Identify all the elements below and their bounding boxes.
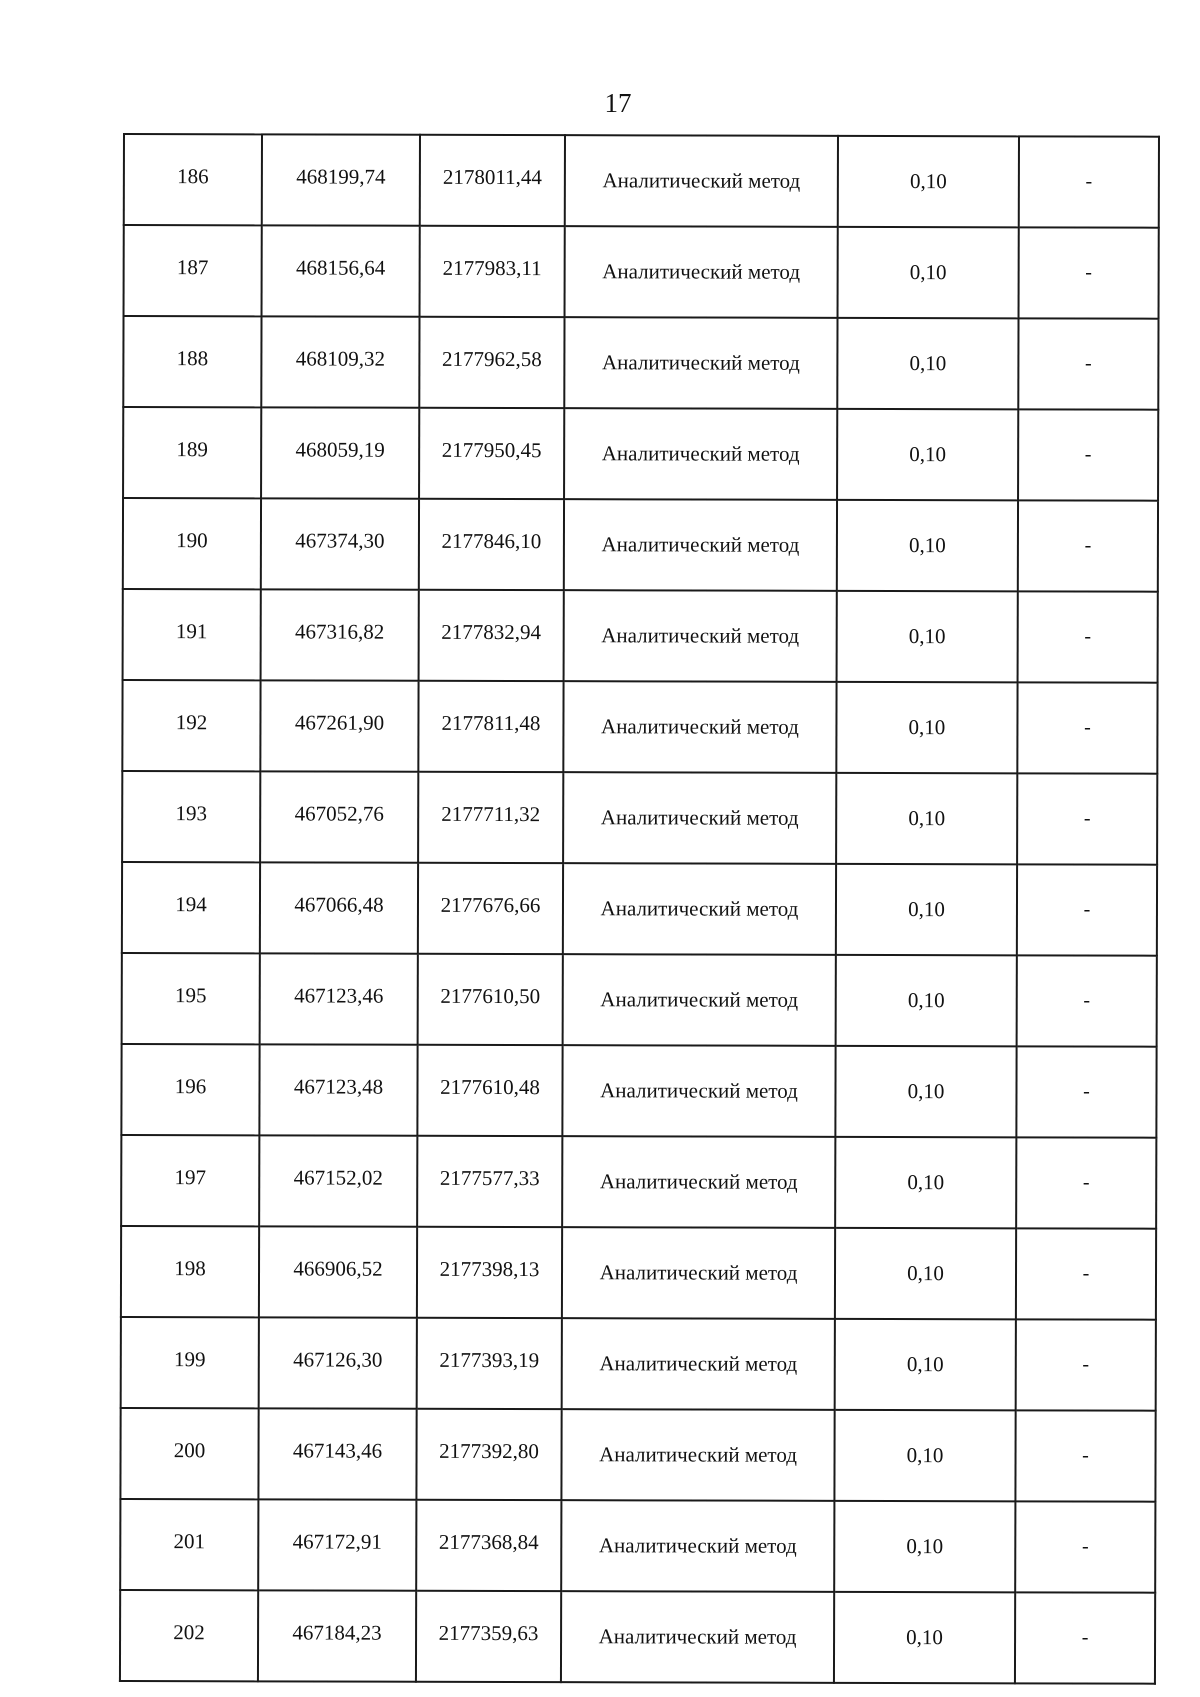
y-coordinate-cell: 2177950,45 [419,408,564,499]
note-cell: - [1019,227,1159,318]
accuracy-cell: 0,10 [836,955,1017,1046]
point-number-cell: 190 [123,498,261,589]
table-row [120,1499,1155,1593]
method-cell: Аналитический метод [561,1591,834,1683]
y-coordinate-cell: 2177392,80 [416,1409,561,1500]
table-body [120,134,1159,1684]
note-cell: - [1017,864,1157,955]
accuracy-cell: 0,10 [837,500,1018,591]
x-coordinate-cell: 468109,32 [261,316,419,407]
method-cell: Аналитический метод [565,135,838,227]
point-number-cell: 196 [121,1044,259,1135]
note-cell: - [1016,1228,1156,1319]
note-cell: - [1017,773,1157,864]
y-coordinate-cell: 2177846,10 [419,499,564,590]
method-cell: Аналитический метод [564,590,837,682]
note-cell: - [1018,500,1158,591]
y-coordinate-cell: 2177676,66 [418,863,563,954]
method-cell: Аналитический метод [564,408,837,500]
accuracy-cell: 0,10 [835,1137,1016,1228]
x-coordinate-cell: 468059,19 [261,407,419,498]
table-row [120,1408,1155,1502]
method-cell: Аналитический метод [564,317,837,409]
note-cell: - [1018,318,1158,409]
table-row [122,862,1157,956]
y-coordinate-cell: 2177577,33 [417,1136,562,1227]
y-coordinate-cell: 2177610,50 [418,954,563,1045]
accuracy-cell: 0,10 [834,1410,1015,1501]
table-row [122,771,1157,865]
point-number-cell: 186 [124,134,262,225]
note-cell: - [1017,682,1157,773]
x-coordinate-cell: 467066,48 [260,862,418,953]
point-number-cell: 192 [122,680,260,771]
note-cell: - [1016,1319,1156,1410]
point-number-cell: 199 [121,1317,259,1408]
table-row [121,1044,1156,1138]
x-coordinate-cell: 467172,91 [258,1499,416,1590]
accuracy-cell: 0,10 [835,1319,1016,1410]
point-number-cell: 189 [123,407,261,498]
accuracy-cell: 0,10 [837,318,1018,409]
y-coordinate-cell: 2177711,32 [418,772,563,863]
accuracy-cell: 0,10 [834,1592,1015,1683]
y-coordinate-cell: 2177983,11 [420,226,565,317]
x-coordinate-cell: 467126,30 [259,1317,417,1408]
method-cell: Аналитический метод [562,1227,835,1319]
x-coordinate-cell: 468199,74 [262,134,420,225]
point-number-cell: 194 [122,862,260,953]
note-cell: - [1019,136,1159,227]
x-coordinate-cell: 467052,76 [260,771,418,862]
point-number-cell: 187 [124,225,262,316]
table-row [122,953,1157,1047]
method-cell: Аналитический метод [563,681,836,773]
accuracy-cell: 0,10 [838,136,1019,227]
note-cell: - [1016,1137,1156,1228]
point-number-cell: 191 [123,589,261,680]
y-coordinate-cell: 2177811,48 [418,681,563,772]
page-number: 17 [604,88,632,118]
accuracy-cell: 0,10 [836,864,1017,955]
note-cell: - [1015,1501,1155,1592]
method-cell: Аналитический метод [562,1045,835,1137]
x-coordinate-cell: 467261,90 [260,680,418,771]
x-coordinate-cell: 467152,02 [259,1135,417,1226]
table-row [124,134,1159,228]
y-coordinate-cell: 2177610,48 [417,1045,562,1136]
accuracy-cell: 0,10 [837,591,1018,682]
y-coordinate-cell: 2177832,94 [419,590,564,681]
note-cell: - [1017,955,1157,1046]
table-row [121,1135,1156,1229]
y-coordinate-cell: 2177398,13 [417,1227,562,1318]
x-coordinate-cell: 467374,30 [261,498,419,589]
method-cell: Аналитический метод [561,1409,834,1501]
table-row [123,498,1158,592]
table-row [122,680,1157,774]
x-coordinate-cell: 467123,46 [260,953,418,1044]
point-number-cell: 198 [121,1226,259,1317]
accuracy-cell: 0,10 [836,682,1017,773]
table-row [121,1226,1156,1320]
accuracy-cell: 0,10 [838,227,1019,318]
y-coordinate-cell: 2178011,44 [420,135,565,226]
accuracy-cell: 0,10 [836,773,1017,864]
method-cell: Аналитический метод [563,772,836,864]
table-row [123,316,1158,410]
table-row [124,225,1159,319]
point-number-cell: 202 [120,1590,258,1681]
table-row [120,1590,1155,1684]
x-coordinate-cell: 466906,52 [259,1226,417,1317]
table-row [121,1317,1156,1411]
y-coordinate-cell: 2177393,19 [417,1318,562,1409]
x-coordinate-cell: 467316,82 [261,589,419,680]
point-number-cell: 201 [120,1499,258,1590]
table-row [123,589,1158,683]
point-number-cell: 195 [122,953,260,1044]
point-number-cell: 197 [121,1135,259,1226]
note-cell: - [1016,1046,1156,1137]
method-cell: Аналитический метод [562,1136,835,1228]
method-cell: Аналитический метод [563,863,836,955]
note-cell: - [1018,591,1158,682]
method-cell: Аналитический метод [562,1318,835,1410]
point-number-cell: 200 [120,1408,258,1499]
note-cell: - [1015,1592,1155,1683]
table-row [123,407,1158,501]
y-coordinate-cell: 2177368,84 [416,1500,561,1591]
x-coordinate-cell: 468156,64 [262,225,420,316]
method-cell: Аналитический метод [564,499,837,591]
accuracy-cell: 0,10 [834,1501,1015,1592]
y-coordinate-cell: 2177359,63 [416,1591,561,1682]
x-coordinate-cell: 467143,46 [258,1408,416,1499]
accuracy-cell: 0,10 [835,1228,1016,1319]
accuracy-cell: 0,10 [837,409,1018,500]
method-cell: Аналитический метод [561,1500,834,1592]
point-number-cell: 193 [122,771,260,862]
note-cell: - [1018,409,1158,500]
x-coordinate-cell: 467184,23 [258,1590,416,1681]
note-cell: - [1015,1410,1155,1501]
coordinates-table [119,133,1160,1685]
point-number-cell: 188 [123,316,261,407]
accuracy-cell: 0,10 [835,1046,1016,1137]
method-cell: Аналитический метод [563,954,836,1046]
method-cell: Аналитический метод [565,226,838,318]
y-coordinate-cell: 2177962,58 [419,317,564,408]
x-coordinate-cell: 467123,48 [259,1044,417,1135]
